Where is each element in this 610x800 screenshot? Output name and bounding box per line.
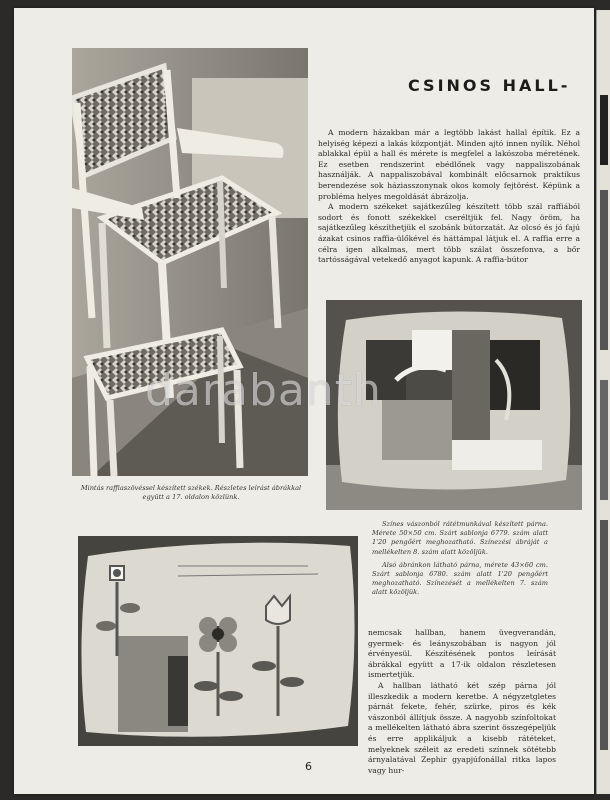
square-pillow-photo	[326, 300, 582, 510]
chair-photo	[72, 48, 308, 476]
flower-pillow-photo	[78, 536, 358, 746]
article-text	[318, 128, 580, 266]
article-paragraph: nemcsak hallban, hanem üvegverandán, gyermek- és leányszobában is nagyon jól érvényesül. Készítésének pontos leírását ábrákkal együtt a 17-ik oldalon részletesen ismertetjük.	[368, 628, 556, 680]
page-number: 6	[305, 760, 312, 773]
article-paragraph: A modern székeket sajátkezűleg készített több szál raffiából sodort és fonott székekkel cseréltjük fel. Nagy öröm, ha sajátkezűleg készíthetjük el szobánk bútorzatát. Az olcsó és jó fajú ázakat csinos raffia-ülőkével és háttámpal látjuk el. A raffia erre a célra igen alkalmas, mert több szálat összefonva, a bőr tartósságával vetekedő anyagot kapunk. A raffia-bútor	[318, 202, 580, 265]
square-pillow-caption: Színes vászonból rátétmunkával készített párna. Mérete 50×50 cm. Szárt sablonja 6779. szám alatt 1'20 pengőért meghozatható. Színezési ábráját a mellékelten 8. szám alatt közöljük.	[372, 520, 548, 556]
next-page-text-mark	[600, 520, 608, 750]
chair-caption: Mintás raffiaszövéssel készített székek. Részletes leírást ábrákkal együtt a 17. oldalon közlünk.	[80, 484, 302, 502]
rect-pillow-caption: Alsó ábránkon látható párna, mérete 43×60 cm. Szárt sablonja 6780. szám alatt 1'20 pengőért meghozatható. Színezését a mellékelten 7. szám alatt közöljük.	[372, 560, 548, 597]
article-continuation	[368, 628, 556, 776]
pillow-captions	[372, 520, 548, 602]
article-paragraph: A modern házakban már a legtöbb lakást hallal építik. Ez a helyiség képezi a lakás központját. Minden ajtó innen nyílik. Néhol ablakkal épül a hall és mérete is megfelel a lakószoba méretének. Ez esetben rendszerint ebédlőnek vagy nappaliszobának használják. A nappaliszobával kombinált előcsarnok praktikus berendezése sok háziasszonynak okos komoly fejtörést. Képünk a probléma helyes megoldását ábrázolja.	[318, 128, 580, 201]
next-page-text-mark	[600, 95, 608, 165]
watermark: darabanth	[145, 365, 382, 416]
article-paragraph: A hallban látható két szép párna jól illeszkedik a modern keretbe. A négyzetgletes párnát fekete, fehér, szürke, piros és kék vászonból állítjuk össze. A nagyobb színfoltokat a mellékelten látható ábra szerint összegépeljük és erre applikáljuk a kisebb rátéteket, melyeknek széleit az eredeti színnek sötétebb árnyalatával Zephir gyapjúfonállal ritka lapos vagy hur-	[368, 680, 556, 775]
next-page-text-mark	[600, 190, 608, 350]
article-title: CSINOS HALL-	[408, 76, 571, 95]
next-page-text-mark	[600, 380, 608, 500]
